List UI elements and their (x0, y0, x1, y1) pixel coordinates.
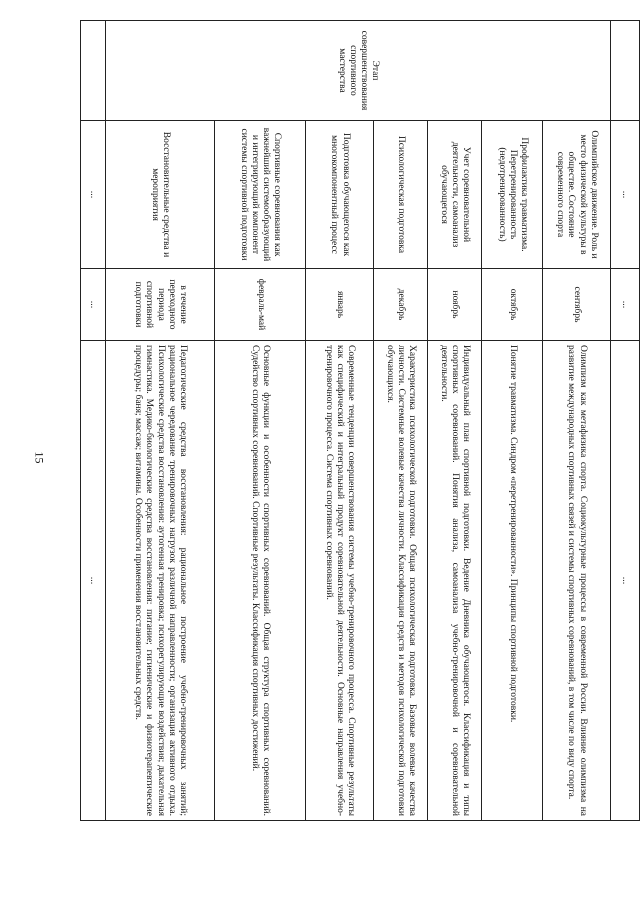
period-cell: в течение переходного периода спортивной подготовки (106, 269, 215, 341)
content-cell: Основные функции и особенности спортивных соревнований. Общая структура спортивных соревнований. Судейство спортивных соревнований. Спортивные результаты. Классификация спортивных достижений. (214, 341, 305, 821)
ellipsis-cell: ... (610, 341, 639, 821)
content-cell: Индивидуальный план спортивной подготовки. Ведение Дневника обучающегося. Классификация и типы спортивных соревнований. Понятия анализа, самоанализа учебно-тренировочной и соревновательной деятельности. (427, 341, 481, 821)
table-row-ellipsis-bottom (81, 21, 106, 821)
ellipsis-cell: ... (81, 269, 106, 341)
content-cell: Олимпизм как метафизика спорта. Социокультурные процессы в современной России. Влияние олимпизма на развитие международных спортивных связей и системы спортивных соревнований, в том числе по виду спорта. (543, 341, 610, 821)
ellipsis-cell: ... (81, 121, 106, 269)
topic-cell: Олимпийское движение. Роль и место физической культуры в обществе. Состояние современного спорта (543, 121, 610, 269)
table-row-ellipsis-top (610, 21, 639, 821)
table-row (106, 21, 215, 821)
topic-cell: Подготовка обучающегося как многокомпонентный процесс (306, 121, 373, 269)
topic-cell: Восстановительные средства и мероприятия (106, 121, 215, 269)
table-row (214, 21, 305, 821)
table-row (543, 21, 610, 821)
ellipsis-cell: ... (610, 121, 639, 269)
curriculum-table (80, 20, 640, 821)
table-row (482, 21, 543, 821)
period-cell: январь (306, 269, 373, 341)
topic-cell: Профилактика травматизма. Перетренированность (недотренированность) (482, 121, 543, 269)
content-cell: Современные тенденции совершенствования системы учебно-тренировочного процесса. Спортивные результаты как специфический и интегральный продукт соревновательной деятельности. Основные направления учебно-тренировочного процесса. Система спортивных соревнований. (306, 341, 373, 821)
period-cell: декабрь (373, 269, 427, 341)
ellipsis-cell: ... (610, 269, 639, 341)
period-cell: февраль-май (214, 269, 305, 341)
period-cell: ноябрь (427, 269, 481, 341)
period-cell: сентябрь (543, 269, 610, 341)
ellipsis-cell: ... (81, 341, 106, 821)
topic-cell: Психологическая подготовка (373, 121, 427, 269)
content-cell: Педагогические средства восстановления: рациональное построение учебно-тренировочных занятий; рациональное чередование тренировочных нагрузок различной направленности; организация активного отдыха. Психологические средства восстановления: аутогенная тренировка; психорегулирующие воздействия; дыхательная гимнастика. Медико-биологические средства восстановления: питание; гигиенические и физиотерапевтические процедуры; баня; массаж; витамины. Особенности применения восстановительных средств. (106, 341, 215, 821)
table-cell (610, 21, 639, 121)
content-cell: Понятие травматизма. Синдром «перетренированности». Принципы спортивной подготовки. (482, 341, 543, 821)
content-cell: Характеристика психологической подготовки. Общая психологическая подготовка. Базовые волевые качества личности. Системные волевые качества личности. Классификация средств и методов психологической подготовки обучающихся. (373, 341, 427, 821)
stage-label: Этап совершенствования спортивного мастерства (106, 21, 611, 121)
period-cell: октябрь (482, 269, 543, 341)
table-row (306, 21, 373, 821)
table-row (427, 21, 481, 821)
table-cell (81, 21, 106, 121)
topic-cell: Спортивные соревнования как важнейший системообразующий и интегрирующий компонент системы спортивной подготовки (214, 121, 305, 269)
rotated-page-content (80, 20, 640, 820)
topic-cell: Учет соревновательной деятельности, самоанализ обучающегося (427, 121, 481, 269)
table-row (373, 21, 427, 821)
page-number: 15 (32, 451, 47, 464)
